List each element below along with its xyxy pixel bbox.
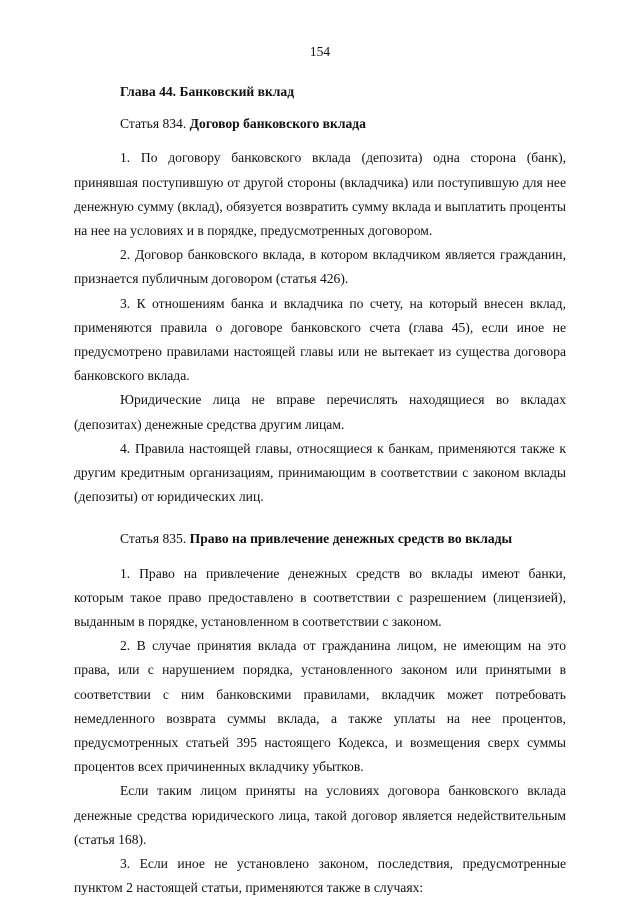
article-834-paragraph: Юридические лица не вправе перечислять находящиеся во вкладах (депозитах) денежные средства другим лицам. <box>74 392 566 432</box>
article-834-paragraph: 2. Договор банковского вклада, в котором вкладчиком является гражданин, признается публичным договором (статья 426). <box>74 247 566 287</box>
article-834-paragraph: 4. Правила настоящей главы, относящиеся к банкам, применяются также к другим кредитным организациям, принимающим в соответствии с законом вклады (депозиты) от юридических лиц. <box>74 440 566 505</box>
article-835-paragraph: 2. В случае принятия вклада от гражданина лицом, не имеющим на это права, или с нарушением порядка, установленного законом или принятыми в соответствии с ним банковскими правилами, вкладчик может потребовать немедленного возврата суммы вклада, а также уплаты на нее процентов, предусмотренных статьей 395 настоящего Кодекса, и возмещения сверх суммы процентов всех причиненных вкладчику убытков. <box>74 638 566 775</box>
article-835-paragraph: 3. Если иное не установлено законом, последствия, предусмотренные пунктом 2 настоящей статьи, применяются также в случаях: <box>74 856 566 896</box>
page-number: 154 <box>309 44 331 59</box>
article-834-prefix: Статья 834. <box>120 116 187 132</box>
article-835-title: Право на привлечение денежных средств во вклады <box>189 531 513 547</box>
article-835-prefix: Статья 835. <box>120 531 187 547</box>
article-835-paragraph: Если таким лицом приняты на условиях договора банковского вклада денежные средства юридического лица, такой договор является недействительным (статья 168). <box>74 783 566 847</box>
article-834-heading <box>74 112 566 136</box>
chapter-title-text: Глава 44. Банковский вклад <box>120 84 295 99</box>
chapter-title <box>74 80 566 104</box>
article-834-paragraph: 1. По договору банковского вклада (депозита) одна сторона (банк), принявшая поступившую от другой стороны (вкладчика) или поступившую для нее денежную сумму (вклад), обязуется возвратить сумму вклада и выплатить проценты на нее на условиях и в порядке, предусмотренных договором. <box>74 150 566 239</box>
article-835-paragraph: 1. Право на привлечение денежных средств во вклады имеют банки, которым такое право предоставлено в соответствии с разрешением (лицензией), выданным в порядке, установленном в соответствии с законом. <box>74 565 566 630</box>
article-834-title: Договор банковского вклада <box>189 116 366 132</box>
article-835-heading <box>74 527 566 551</box>
document-body <box>74 80 566 901</box>
article-834-paragraph: 3. К отношениям банка и вкладчика по счету, на который внесен вклад, применяются правила о договоре банковского счета (глава 45), если иное не предусмотрено правилами настоящей главы или не вытекает из существа договора банковского вклада. <box>74 295 566 384</box>
